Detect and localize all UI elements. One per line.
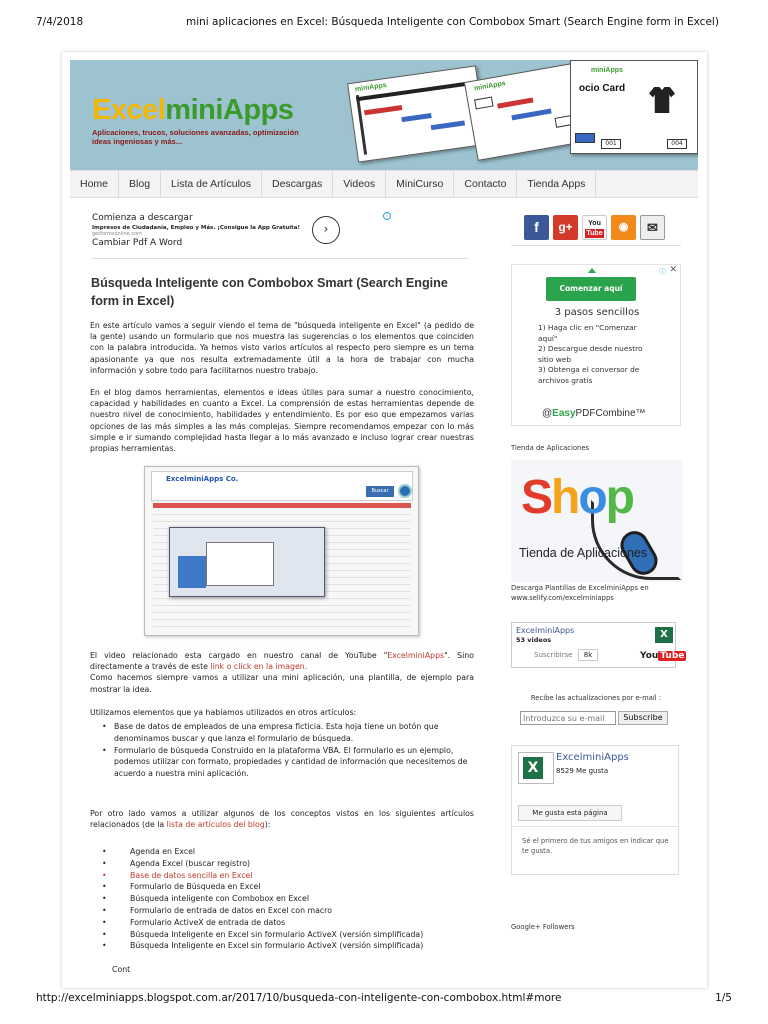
nav-lista-articulos[interactable]: Lista de Artículos	[161, 171, 262, 197]
arrow-up-icon	[588, 268, 596, 273]
ad-brand-at: @	[542, 408, 553, 419]
nav-blog[interactable]: Blog	[119, 171, 161, 197]
screenshot-table-header	[153, 503, 411, 508]
close-icon[interactable]: ✕	[669, 265, 677, 275]
ad-step: 3) Obtenga el conversor de archivos gratis	[538, 365, 640, 385]
nav-descargas[interactable]: Descargas	[262, 171, 333, 197]
shop-description: Descarga Plantillas de ExcelminiApps en www.sellfy.com/excelminiapps	[511, 584, 649, 602]
facebook-like-count: 8529 Me gusta	[556, 767, 609, 775]
youtube-subscriber-count: 8k	[578, 649, 598, 661]
related-article-link[interactable]: • Búsqueda inteligente con Combobox en Excel	[90, 893, 474, 905]
youtube-logo-tube: Tube	[660, 651, 685, 661]
related-article-link[interactable]: • Formulario de entrada de datos en Excel con macro	[90, 905, 474, 917]
video-text: Como hacemos siempre vamos a utilizar una mini aplicación, una plantilla, de ejemplo para mostrar la idea.	[90, 673, 474, 694]
banner-card-socio	[570, 60, 698, 154]
excel-icon	[518, 752, 554, 784]
elements-list	[90, 721, 474, 780]
excel-icon: X	[655, 627, 673, 643]
shop-banner-image[interactable]	[511, 460, 683, 582]
flow-bar-blue	[511, 108, 551, 120]
screenshot-combobox-list	[206, 542, 274, 586]
card-label: miniApps	[473, 79, 507, 93]
screenshot-header	[151, 471, 413, 501]
screenshot-search-dialog	[169, 527, 325, 597]
ad-step: 2) Descargue desde nuestro sitio web	[538, 344, 643, 364]
shop-caption: Tienda de Aplicaciones	[519, 546, 648, 560]
concepts-text: ):	[264, 820, 271, 830]
nav-home[interactable]: Home	[70, 171, 119, 197]
top-ad[interactable]	[92, 213, 392, 257]
card-axis	[356, 95, 367, 155]
screenshot-row	[153, 602, 411, 606]
post-paragraph-1: En este artículo vamos a seguir viendo el tema de "búsqueda inteligente en Excel" (a pedido de la gente) usando un formulario que nos muestra las sugerencias o los elementos que coinciden con la palabra introducida. Ya hemos visto varios artículos al respecto pero siempre es un tema apasionante ya que nos resulta extremadamente útil a la hora de trabajar con mucha información y sobre todo para facilitarnos nuestro trabajo.	[90, 321, 474, 375]
print-title: mini aplicaciones en Excel: Búsqueda Inteligente con Combobox Smart (Search Engine form in Excel)	[186, 16, 719, 28]
list-item: • Base de datos de empleados de una empresa ficticia. Esta hoja tiene un botón que denominamos buscar y que lanza el formulario de búsqueda.	[90, 721, 474, 745]
ad-brand	[542, 408, 646, 419]
screenshot-row	[153, 518, 411, 522]
concepts-paragraph	[90, 808, 474, 830]
related-article-link[interactable]: • Agenda Excel (buscar registro)	[90, 858, 474, 870]
related-article-link[interactable]: • Formulario ActiveX de entrada de datos	[90, 917, 474, 929]
continue-text: Cont	[112, 965, 131, 974]
video-paragraph	[90, 650, 474, 695]
tshirt-icon	[649, 87, 675, 113]
youtube-logo[interactable]	[640, 651, 686, 661]
youtube-subscribe-widget	[511, 622, 685, 668]
screenshot-row	[153, 623, 411, 627]
ad-link-pdf-word[interactable]: Cambiar Pdf A Word	[92, 238, 183, 248]
banner-card-gantt	[347, 65, 487, 162]
flow-bar-red	[497, 97, 533, 108]
article-screenshot[interactable]	[144, 466, 419, 636]
ad-step: 1) Haga clic en "Comenzar aquí"	[538, 323, 637, 343]
print-date: 7/4/2018	[36, 16, 84, 28]
logo-part-miniapps: miniApps	[165, 94, 294, 126]
card-box-001: 001	[601, 139, 621, 149]
ad-steps-heading: 3 pasos sencillos	[554, 307, 640, 318]
print-header	[36, 16, 732, 32]
screenshot-row	[153, 616, 411, 620]
related-article-link[interactable]: • Búsqueda Inteligente en Excel sin formulario ActiveX (versión simplificada)	[90, 940, 474, 952]
ad-brand-easy: Easy	[552, 408, 576, 419]
chevron-right-icon[interactable]: ›	[312, 216, 340, 244]
ad-headline[interactable]: Comienza a descargar	[92, 213, 193, 223]
print-footer	[36, 992, 732, 1008]
sidebar-ad[interactable]	[511, 264, 681, 426]
concepts-text: Por otro lado vamos a utilizar algunos de los conceptos vistos en los siguientes artículos relacionados (de la	[90, 809, 474, 830]
divider	[512, 826, 678, 827]
related-article-link[interactable]: • Base de datos sencilla en Excel	[90, 870, 474, 882]
site-banner[interactable]	[70, 60, 698, 170]
screenshot-selection	[178, 556, 206, 588]
youtube-icon[interactable]	[582, 215, 607, 240]
video-link[interactable]: link o click en la imagen.	[210, 662, 308, 672]
youtube-subscribe-button[interactable]: Suscribirse	[534, 651, 573, 659]
screenshot-row	[153, 609, 411, 613]
related-article-link[interactable]: • Búsqueda Inteligente en Excel sin formulario ActiveX (versión simplificada)	[90, 929, 474, 941]
divider	[511, 245, 681, 246]
divider	[92, 258, 468, 259]
subscribe-button[interactable]: Subscribe	[618, 711, 668, 725]
nav-contacto[interactable]: Contacto	[454, 171, 517, 197]
gantt-bar-red	[364, 105, 402, 115]
social-icons	[524, 215, 665, 240]
email-subscribe-label: Recibe las actualizaciones por e-mail :	[530, 694, 662, 702]
youtube-logo-you: You	[640, 651, 659, 661]
card-label: miniApps	[354, 81, 388, 94]
info-icon[interactable]: ⓘ	[659, 268, 666, 276]
site-tagline: Aplicaciones, trucos, soluciones avanzadas, optimización ideas ingeniosas y más...	[92, 128, 299, 146]
shop-letter: h	[551, 471, 579, 524]
main-nav	[70, 170, 698, 198]
youtube-icon-tube: Tube	[586, 230, 603, 237]
logo-part-excel: Excel	[92, 94, 166, 126]
youtube-channel-name[interactable]: ExcelminiApps	[516, 626, 575, 635]
facebook-page-name[interactable]: ExcelminiApps	[556, 752, 629, 763]
screenshot-row	[153, 511, 411, 515]
related-article-link[interactable]: • Agenda en Excel	[90, 846, 474, 858]
article-list-link[interactable]: lista de artículos del blog	[166, 820, 265, 830]
video-text: ". Sino directamente a través de este	[90, 651, 475, 672]
flow-box	[474, 97, 493, 110]
related-articles-list	[90, 846, 474, 952]
shop-logo	[521, 470, 633, 525]
ad-steps-list	[538, 323, 658, 386]
print-url: http://excelminiapps.blogspot.com.ar/2017/10/busqueda-con-inteligente-con-combobox.html#more	[36, 992, 562, 1004]
nav-minicurso[interactable]: MiniCurso	[386, 171, 454, 197]
youtube-channel-link[interactable]: ExcelminiApps	[387, 651, 445, 660]
gantt-bar-blue	[401, 113, 431, 122]
search-icon	[398, 484, 412, 498]
youtube-icon-you: You	[588, 220, 601, 227]
youtube-video-count: 53 videos	[516, 636, 552, 644]
card-box-004: 004	[667, 139, 687, 149]
card-label: miniApps	[591, 67, 623, 74]
nav-videos[interactable]: Videos	[333, 171, 386, 197]
post-title: Búsqueda Inteligente con Combobox Smart (Search Engine form in Excel)	[91, 276, 448, 308]
rss-icon[interactable]: ◉	[611, 215, 636, 240]
facebook-icon[interactable]: f	[524, 215, 549, 240]
post-paragraph-2: En el blog damos herramientas, elementos e ideas útiles para sumar a nuestro conocimiento, capacidad y habilidades en cuanto a Excel. La comprensión de estas herramientas depende de nuestro nivel de conocimiento, habilidades y entendimiento. Es por eso que empezamos varias opciones de las más simples a las más complejas. Siempre recomendamos empezar con lo más simple e ir sumando complejidad hasta llegar a lo más avanzado e incluso lograr crear nuestras propias herramientas.	[90, 388, 474, 454]
email-icon[interactable]: ✉	[640, 215, 665, 240]
list-item: • Formulario de búsqueda Construido en la plataforma VBA. El formulario es un ejemplo, podemos utilizar con formato, propiedades y cantidad de información que necesitemos de acuerdo a nuestra mini aplicación.	[90, 745, 474, 780]
facebook-page-widget	[511, 745, 679, 875]
ad-brand-tm: ™	[635, 408, 646, 419]
screenshot-search-button: Buscar	[366, 486, 394, 497]
ad-brand-rest: PDFCombine	[575, 408, 636, 419]
facebook-like-button[interactable]: Me gusta esta página	[518, 805, 622, 821]
ad-description: Impresos de Ciudadanía, Empleo y Más. ¡Consigue la App Gratuita!	[92, 225, 300, 231]
ad-domain: getformsonline.com	[92, 231, 142, 237]
screenshot-title: ExcelminiApps Co.	[166, 475, 239, 483]
banner-card-flow	[464, 63, 586, 161]
shop-letter: o	[578, 471, 606, 524]
info-icon[interactable]: i	[383, 212, 391, 220]
card-field	[575, 133, 595, 143]
google-plus-icon[interactable]: g+	[553, 215, 578, 240]
email-subscribe-input[interactable]	[520, 711, 616, 725]
shop-widget-title: Tienda de Aplicaciones	[511, 444, 590, 452]
nav-tienda-apps[interactable]: Tienda Apps	[517, 171, 596, 197]
related-article-link[interactable]: • Formulario de Búsqueda en Excel	[90, 881, 474, 893]
elements-intro: Utilizamos elementos que ya habíamos utilizados en otros artículos:	[90, 708, 357, 717]
site-logo[interactable]	[92, 94, 293, 127]
video-text: El video relacionado esta cargado en nuestro canal de YouTube "	[90, 651, 388, 660]
card-socio-title: ocio Card	[579, 83, 626, 94]
shop-letter: p	[605, 471, 633, 524]
shop-letter: S	[521, 471, 552, 524]
start-here-button[interactable]: Comenzar aquí	[546, 277, 636, 301]
gantt-bar-blue	[431, 120, 465, 130]
google-followers-title: Google+ Followers	[511, 923, 575, 931]
print-page-number: 1/5	[715, 992, 732, 1004]
facebook-friends-text: Sé el primero de tus amigos en indicar que te gusta.	[522, 837, 669, 855]
